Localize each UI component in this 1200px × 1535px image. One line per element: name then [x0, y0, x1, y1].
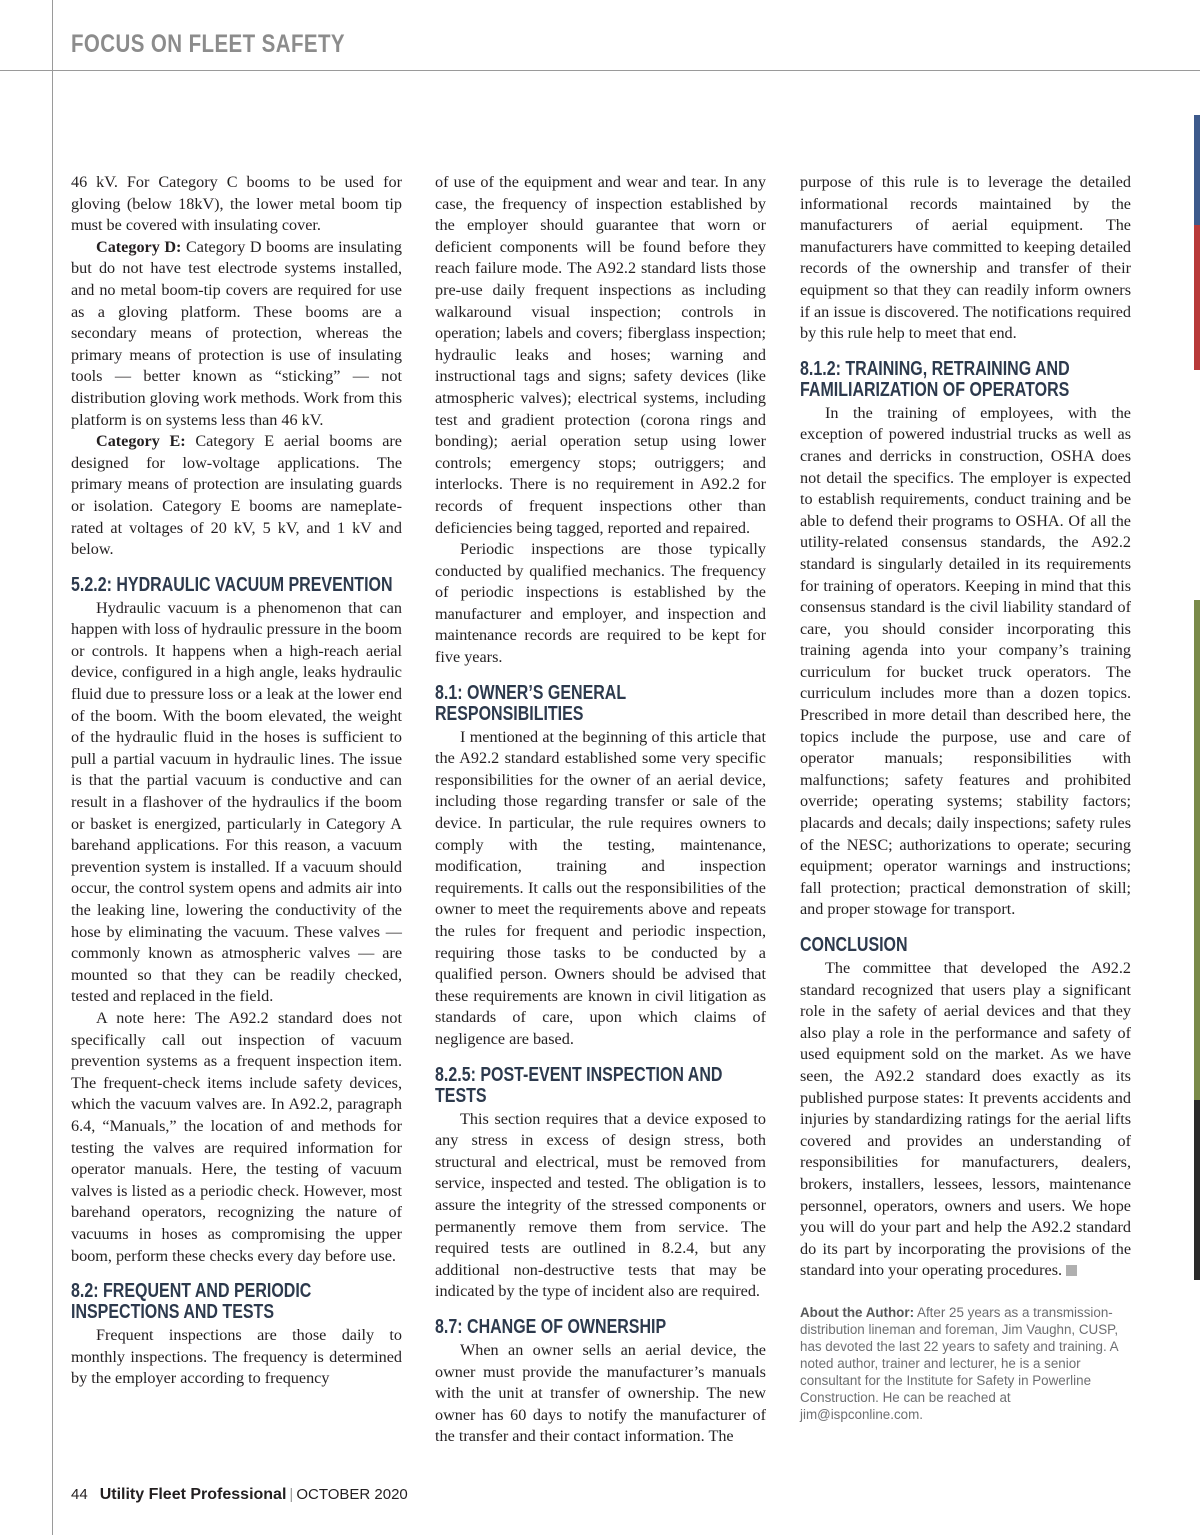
heading-5-2-2: 5.2.2: HYDRAULIC VACUUM PREVENTION	[71, 573, 393, 596]
paragraph: I mentioned at the beginning of this article that the A92.2 standard established some very specific responsibilities for the owner of an aerial device, including those regarding transfer or sale of the device. In particular, the rule requires owners to comply with the testing, maintenance, modification, training and inspection requirements. It calls out the responsibilities of the owner to meet the requirements above and repeats the rules for frequent and periodic inspection, requiring those tasks to be conducted by a qualified person. Owners should be advised that these requirements are known in civil litigation as standards of care, upon which claims of negligence are based.	[435, 727, 766, 1048]
page-footer	[71, 1486, 408, 1504]
paragraph: In the training of employees, with the exception of powered industrial trucks as well as cranes and derricks in construction, OSHA does not detail the specifics. The employer is expected to establish requirements, conduct training and be able to defend their programs to OSHA. Of all the utility-related consensus standards, the A92.2 standard is singularly detailed in its requirements for training of operators. Keeping in mind that this consensus standard is the civil liability standard of care, you should consider incorporating this training agenda into your company’s training curriculum for bucket truck operators. The curriculum includes more than a dozen topics. Prescribed in more detail than described here, the topics include the purpose, use and care of operator manuals; responsibilities with malfunctions; safety features and prohibited override; operating systems; stability factors; placards and decals; daily inspections; safety rules of the NESC; authorizations to operate; securing equipment; operator warnings and instructions; fall protection; practical demonstration of skill; and proper stowage for transport.	[800, 403, 1131, 919]
section-title: FOCUS ON FLEET SAFETY	[71, 30, 345, 58]
category-e-paragraph	[71, 431, 402, 561]
text-column-3	[800, 172, 1131, 1423]
left-margin-rule	[52, 0, 53, 1535]
heading-8-7: 8.7: CHANGE OF OWNERSHIP	[435, 1315, 667, 1338]
paragraph: When an owner sells an aerial device, the owner must provide the manufacturer’s manuals with the unit at transfer of ownership. The new owner has 60 days to notify the manufacturer of the transfer and their contact information. The	[435, 1340, 766, 1446]
paragraph: purpose of this rule is to leverage the detailed informational records maintained by the manufacturers of aerial equipment. The manufacturers have committed to keeping detailed records of the ownership and transfer of their equipment so that they can readily inform owners if an issue is discovered. The notifications required by this rule help to meet that end.	[800, 173, 1131, 343]
end-of-article-square-icon	[1066, 1265, 1077, 1276]
footer-separator: |	[289, 1486, 294, 1503]
paragraph: A note here: The A92.2 standard does not specifically call out inspection of vacuum prevention systems as a frequent inspection item. The frequent-check items include safety devices, which the vacuum valves are. In A92.2, paragraph 6.4, “Manuals,” the location of and methods for testing the valves are required information for operator manuals. Here, the testing of vacuum valves is listed as a periodic check. However, most barehand operators, recognizing the nature of vacuums in hoses as compromising the upper boom, perform these checks every day before use.	[71, 1008, 402, 1265]
author-bio-label: About the Author:	[800, 1304, 915, 1320]
paragraph: Periodic inspections are those typically conducted by qualified mechanics. The frequency of periodic inspections is established by the manufacturer and employer, and inspection and maintenance records are required to be kept for five years.	[435, 540, 766, 667]
page-number: 44	[71, 1486, 88, 1503]
publication-name: Utility Fleet Professional	[99, 1486, 287, 1503]
category-e-text: Category E aerial booms are designed for low-voltage applications. The primary means of protection are insulating guards or isolation. Category E booms are nameplate-rated at voltages of 20 kV, 5 kV, and 1 kV and below.	[71, 432, 402, 559]
edge-strip-blue	[1194, 115, 1200, 225]
conclusion-text: The committee that developed the A92.2 standard recognized that users play a significant role in the safety of aerial devices and that they also play a role in the performance and safety of used equipment sold on the market. As we have seen, the A92.2 standard does exactly as its published purpose states: It prevents accidents and injuries by standardizing ratings for the aerial lifts covered and provides an understanding of responsibilities for manufacturers, dealers, brokers, installers, lessees, lessors, maintenance personnel, operators, owners and users. We hope you will do your part and help the A92.2 standard do its part by incorporating the provisions of the standard into your operating procedures.	[800, 959, 1131, 1280]
author-bio-text: After 25 years as a transmission-distribution lineman and foreman, Jim Vaughn, CUSP, has devoted the last 22 years to safety and training. A noted author, trainer and lecturer, he is a senior consultant for the Institute for Safety in Powerline Construction. He can be reached at jim@ispconline.com.	[800, 1304, 1119, 1422]
paragraph: of use of the equipment and wear and tear. In any case, the frequency of inspection established by the employer should guarantee that worn or deficient components will be found before they reach failure mode. The A92.2 standard lists those pre-use daily frequent inspections as including walkaround visual inspection; controls in operation; labels and covers; fiberglass inspection; hydraulic leaks and hoses; warning and instructional tags and signs; safety devices (like atmospheric valves); electrical systems, including test and gradient protection (corona rings and bonding); aerial operation setup using lower controls; emergency stops; outriggers; and interlocks. There is no requirement in A92.2 for records of frequent inspections other than deficiencies being tagged, reported and repaired.	[435, 173, 766, 537]
paragraph: Hydraulic vacuum is a phenomenon that can happen with loss of hydraulic pressure in the boom or controls. It happens when a high-reach aerial device, configured in a high angle, leaks hydraulic fluid due to pressure loss or a leak at the lower end of the boom. With the boom elevated, the weight of the hydraulic fluid in the hoses is sufficient to pull a partial vacuum in hydraulic lines. The issue is that the partial vacuum is conductive and can result in a flashover of the hydraulics if the boom or basket is energized, particularly in Category A barehand applications. For this reason, a vacuum prevention system is installed. If a vacuum should occur, the control system opens and admits air into the leaking line, lowering the conductivity of the hose by eliminating the vacuum. These valves — commonly known as atmospheric valves — are mounted so that they can be readily checked, tested and replaced in the field.	[71, 598, 402, 1006]
category-d-text: Category D booms are insulating but do not have test electrode systems installed, and no metal boom-tip covers are required for use as a gloving platform. These booms are a secondary means of protection, whereas the primary means of protection is use of insulating tools — better known as “sticking” — not distribution gloving work methods. Work from this platform is on systems less than 46 kV.	[71, 237, 402, 429]
heading-8-2-5: 8.2.5: POST-EVENT INSPECTION AND TESTS	[435, 1063, 723, 1107]
heading-8-2: 8.2: FREQUENT AND PERIODIC INSPECTIONS AND TESTS	[71, 1280, 312, 1324]
category-e-lead: Category E:	[96, 432, 186, 451]
category-d-lead: Category D:	[96, 237, 182, 256]
heading-8-1-2: 8.1.2: TRAINING, RETRAINING AND FAMILIARIZATION OF OPERATORS	[800, 357, 1070, 401]
page-header	[0, 0, 1200, 71]
text-column-2	[435, 172, 766, 1448]
edge-strip-green	[1194, 600, 1200, 1100]
issue-date: OCTOBER 2020	[296, 1486, 408, 1503]
text-column-1	[71, 172, 402, 1390]
edge-strip-red	[1194, 225, 1200, 370]
edge-strip-dark	[1194, 1100, 1200, 1280]
category-d-paragraph	[71, 237, 402, 431]
paragraph: This section requires that a device exposed to any stress in excess of design stress, both structural and electrical, must be removed from service, inspected and tested. The obligation is to assure the integrity of the stressed components or permanently remove them from service. The required tests are outlined in 8.2.4, but any additional non-destructive tests that may be indicated by the type of incident also are required.	[435, 1109, 766, 1301]
author-bio	[800, 1304, 1131, 1423]
paragraph: 46 kV. For Category C booms to be used for gloving (below 18kV), the lower metal boom tip must be covered with insulating cover.	[71, 173, 402, 235]
heading-8-1: 8.1: OWNER’S GENERAL RESPONSIBILITIES	[435, 681, 626, 725]
paragraph: Frequent inspections are those daily to monthly inspections. The frequency is determined by the employer according to frequency	[71, 1326, 402, 1388]
conclusion-paragraph	[800, 958, 1131, 1282]
heading-conclusion: CONCLUSION	[800, 934, 908, 956]
